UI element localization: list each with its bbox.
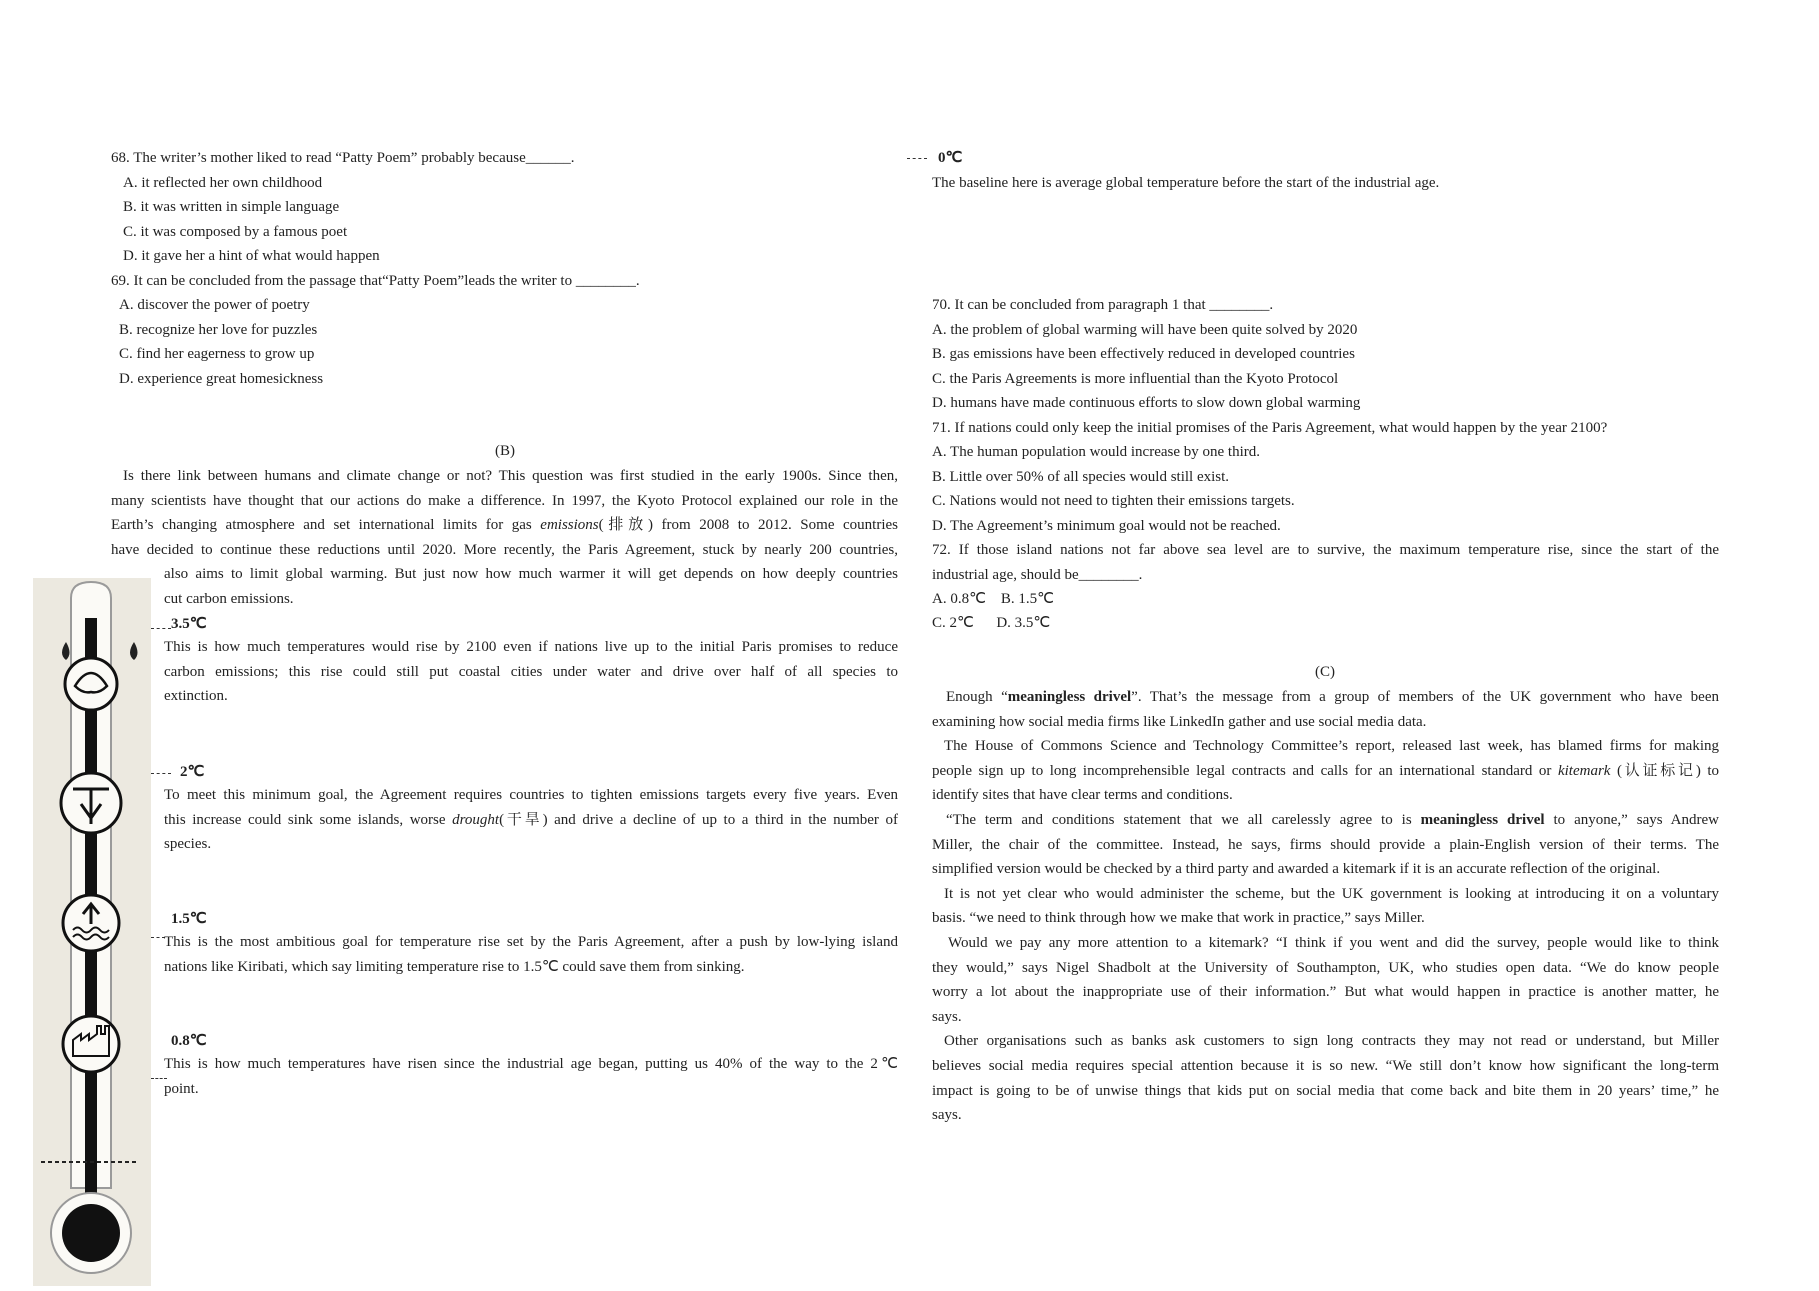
q69-stem: 69. It can be concluded from the passage that“Patty Poem”leads the writer to ________. (111, 273, 640, 289)
temp-08-text: This is how much temperatures have risen since the industrial age began, putting us 40% of the way to the 2℃ point. (164, 1056, 898, 1097)
temp-label-08: 0.8℃ (171, 1033, 207, 1049)
temp-35-text: This is how much temperatures would rise by 2100 even if nations live up to the initial Paris promises to reduce carbon emissions; this rise could still put coastal cities under water and drive over half of all species to extinction. (164, 639, 898, 705)
q71-option-b: B. Little over 50% of all species would still exist. (932, 469, 1230, 485)
q70-stem: 70. It can be concluded from paragraph 1 that ________. (932, 297, 1274, 313)
intro-line-2: many scientists have thought that our actions do make a difference. In 1997, the Kyoto Protocol explained our role in the (111, 492, 898, 509)
passage-b-intro-cont (164, 562, 898, 611)
intro-line-3: Earth’s changing atmosphere and set international limits for gas emissions(排放) from 2008 to 2012. Some countries (111, 517, 898, 534)
q72-options-row-1: A. 0.8℃ B. 1.5℃ (932, 591, 1055, 607)
q72-options-row-2: C. 2℃ D. 3.5℃ (932, 615, 1051, 631)
q68-option-b: B. it was written in simple language (123, 199, 340, 215)
baseline-text: The baseline here is average global temperature before the start of the industrial age. (932, 175, 1440, 191)
q70-option-b: B. gas emissions have been effectively reduced in developed countries (932, 346, 1355, 362)
q72-stem: 72. If those island nations not far above sea level are to survive, the maximum temperature rise, since the start of the industrial age, should be________. (932, 542, 1719, 583)
marker-0 (907, 158, 927, 159)
intro-line-4: have decided to continue these reductions until 2020. More recently, the Paris Agreement, stuck by nearly 200 countries, (111, 541, 898, 558)
thermometer-graphic (33, 578, 151, 1286)
q69-option-d: D. experience great homesickness (119, 371, 324, 387)
intro-line-6: cut carbon emissions. (164, 590, 294, 607)
q70-option-d: D. humans have made continuous efforts to slow down global warming (932, 395, 1361, 411)
marker-2 (151, 773, 171, 774)
temp-2-text: To meet this minimum goal, the Agreement requires countries to tighten emissions targets every five years. Even this increase could sink some islands, worse drought(干旱) and drive a decline of up to a third in the number of species. (164, 787, 899, 853)
temp-label-0: 0℃ (938, 150, 963, 166)
marker-35 (151, 628, 171, 629)
marker-15 (151, 937, 165, 938)
q68-option-d: D. it gave her a hint of what would happen (123, 248, 380, 264)
intro-line-1: Is there link between humans and climate change or not? This question was first studied in the early 1900s. Since then, (123, 468, 898, 484)
section-b-title: (B) (495, 443, 515, 459)
section-c-title: (C) (1315, 664, 1335, 680)
passage-b-intro (111, 464, 898, 562)
q68-option-a: A. it reflected her own childhood (123, 175, 323, 191)
q71-option-d: D. The Agreement’s minimum goal would not be reached. (932, 518, 1281, 534)
q69-option-a: A. discover the power of poetry (119, 297, 310, 313)
temp-label-2: 2℃ (180, 764, 205, 780)
q69-option-c: C. find her eagerness to grow up (119, 346, 315, 362)
passage-c: Enough “meaningless drivel”. That’s the message from a group of members of the UK government who have been examining how social media firms like LinkedIn gather and use social media data. The House of Commons Science and Technology Committee’s report, released last week, has blamed firms for making people sign up to long incomprehensible legal contracts and calls for an international standard or kitemark (认证标记) to identify sites that have clear terms and conditions. “The term and conditions statement that we all carelessly agree to is meaningless drivel to anyone,” says Andrew Miller, the chair of the committee. Instead, he says, firms should provide a plain-English version of their terms. The simplified version would be checked by a third party and awarded a kitemark if it is an accurate reflection of the original. It is not yet clear who would administer the scheme, but the UK government is looking at introducing it on a voluntary basis. “we need to think through how we make that work in practice,” says Miller. Would we pay any more attention to a kitemark? “I think if you went and did the survey, people would like to think they would,” says Nigel Shadbolt at the University of Southampton, UK, who studies open data. “We do know people worry a lot about the inappropriate use of their information.” But what would happen in practice is another matter, he says. Other organisations such as banks ask customers to sign long contracts they may not read or understand, but Miller believes social media requires special attention because it is so new. “We still don’t know how significant the long-term impact is going to be of unwise things that kids put on social media that come back and bite them in 20 years’ time,” he says. (932, 689, 1720, 1124)
q70-option-a: A. the problem of global warming will have been quite solved by 2020 (932, 322, 1358, 338)
q71-option-a: A. The human population would increase by one third. (932, 444, 1260, 460)
q71-option-c: C. Nations would not need to tighten their emissions targets. (932, 493, 1295, 509)
q69-option-b: B. recognize her love for puzzles (119, 322, 318, 338)
q71-stem: 71. If nations could only keep the initial promises of the Paris Agreement, what would happen by the year 2100? (932, 420, 1608, 436)
q68-stem: 68. The writer’s mother liked to read “Patty Poem” probably because______. (111, 150, 575, 166)
q70-option-c: C. the Paris Agreements is more influential than the Kyoto Protocol (932, 371, 1339, 387)
temp-label-15: 1.5℃ (171, 911, 207, 927)
temp-label-35: 3.5℃ (171, 616, 207, 632)
q68-option-c: C. it was composed by a famous poet (123, 224, 348, 240)
thermometer-icon (33, 578, 151, 1286)
temp-15-text: This is the most ambitious goal for temperature rise set by the Paris Agreement, after a push by low-lying island nations like Kiribati, which say limiting temperature rise to 1.5℃ could save them from sinking. (164, 934, 898, 975)
intro-line-5: also aims to limit global warming. But just now how much warmer it will get depends on how deeply countries (164, 566, 898, 582)
